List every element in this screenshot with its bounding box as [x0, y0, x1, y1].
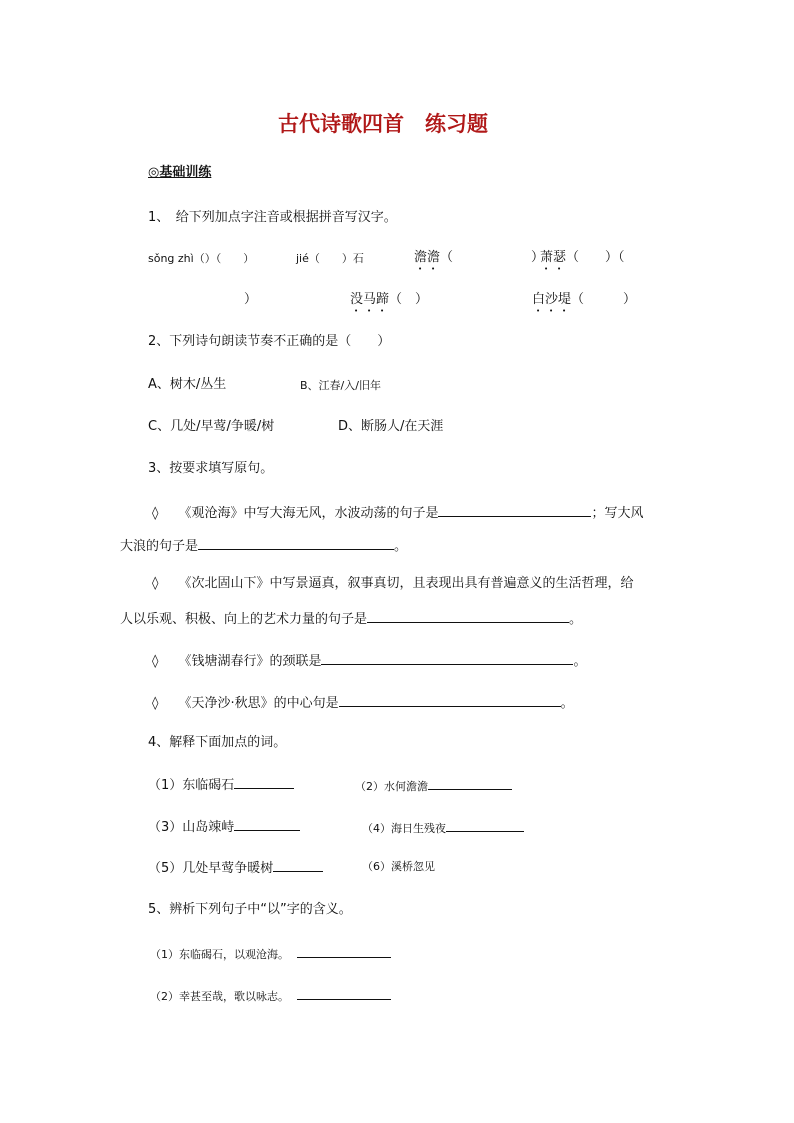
- q4-item-2-text: （2）水何澹澹: [355, 780, 428, 793]
- q1-item-xiaose: [540, 249, 625, 273]
- answer-blank[interactable]: [321, 650, 573, 665]
- q3-item-1-text-1: 《观沧海》中写大海无风，水波动荡的句子是: [178, 506, 439, 521]
- answer-blank[interactable]: [339, 692, 561, 707]
- q1-item-pinyin-jie: jié（ ）石: [296, 252, 364, 265]
- q3-item-3-text: 《钱塘湖春行》的颈联是: [178, 654, 322, 669]
- q3-item-2-end: 。: [569, 612, 583, 627]
- q5-item-1: [150, 943, 391, 964]
- answer-blank[interactable]: [234, 816, 300, 831]
- q3-item-1-line-2: [120, 535, 407, 556]
- q3-item-2-line-1: [152, 575, 633, 593]
- answer-blank[interactable]: [438, 502, 591, 517]
- question-1-prompt: 1、 给下列加点字注音或根据拼音写汉字。: [148, 210, 397, 225]
- q4-item-1: [148, 774, 294, 795]
- q4-item-6-text: （6）溪桥忽见: [362, 860, 435, 873]
- q3-item-4-marker: ◊: [152, 696, 159, 711]
- q4-item-4-text: （4）海日生残夜: [362, 822, 446, 835]
- q3-item-4-text: 《天净沙·秋思》的中心句是: [178, 696, 339, 711]
- q4-item-5: [148, 857, 323, 878]
- q3-item-4: [152, 692, 574, 713]
- q3-item-2-line-2: [120, 608, 582, 629]
- q1-item-dandan: [414, 249, 544, 273]
- q1-word-xiaose: 萧瑟: [540, 250, 567, 265]
- q3-item-4-end: 。: [560, 696, 574, 711]
- page-title: 古代诗歌四首 练习题: [278, 111, 488, 136]
- question-5-prompt: 5、辨析下列句子中“以”字的含义。: [148, 902, 352, 917]
- q1-paren-baishadi: （ ）: [571, 292, 637, 307]
- answer-blank[interactable]: [297, 985, 391, 1000]
- answer-blank[interactable]: [198, 535, 394, 550]
- q3-item-1-marker: ◊: [152, 506, 159, 521]
- q3-item-1-text-3: 大浪的句子是: [120, 539, 199, 554]
- q5-item-1-text: （1）东临碣石，以观沧海。: [150, 948, 289, 961]
- q2-option-c: C、几处/早莺/争暖/树: [148, 419, 275, 434]
- q1-item-pinyin-songzhi: sǒng zhì（）（ ）: [148, 252, 255, 265]
- question-3-prompt: 3、按要求填写原句。: [148, 461, 274, 476]
- q3-item-3: [152, 650, 586, 671]
- q4-item-3: [148, 816, 300, 837]
- q3-item-1-text-2: ；写大风: [591, 506, 644, 521]
- q3-item-3-end: 。: [573, 654, 587, 669]
- q5-item-2-text: （2）幸甚至哉，歌以咏志。: [150, 990, 289, 1003]
- q4-item-3-text: （3）山岛竦峙: [148, 820, 235, 835]
- answer-blank[interactable]: [297, 943, 391, 958]
- q1-item-meimati: [350, 291, 428, 315]
- q4-item-2: [355, 775, 512, 796]
- q3-item-1-line-1: [152, 502, 643, 523]
- q3-item-1-end: 。: [394, 539, 408, 554]
- q2-option-d: D、断肠人/在天涯: [338, 419, 444, 434]
- section-heading: ◎基础训练: [148, 165, 212, 180]
- q3-item-2-text-1: 《次北固山下》中写景逼真，叙事真切，且表现出具有普遍意义的生活哲理，给: [178, 576, 634, 591]
- answer-blank[interactable]: [428, 775, 512, 790]
- q1-paren-xiaose: （ ）（: [566, 250, 625, 265]
- q2-option-a: A、树木/丛生: [148, 377, 227, 392]
- answer-blank[interactable]: [273, 857, 323, 872]
- q1-paren-dandan: （ ）: [440, 250, 545, 265]
- q1-word-dandan: 澹澹: [414, 250, 441, 265]
- q1-word-baishadi: 白沙堤: [532, 292, 572, 307]
- answer-blank[interactable]: [446, 817, 524, 832]
- q1-item-baishadi: [532, 291, 636, 315]
- q3-item-2-text-2: 人以乐观、积极、向上的艺术力量的句子是: [120, 612, 368, 627]
- answer-blank[interactable]: [367, 608, 569, 623]
- q2-option-b: B、江春/入/旧年: [300, 379, 381, 392]
- q1-word-meimati: 没马蹄: [350, 292, 390, 307]
- q4-item-5-text: （5）几处早莺争暖树: [148, 861, 274, 876]
- q1-row2-close-paren: ）: [244, 292, 258, 307]
- q4-item-4: [362, 817, 524, 838]
- q1-paren-meimati: （ ）: [389, 292, 429, 307]
- q4-item-1-text: （1）东临碣石: [148, 778, 235, 793]
- q3-item-3-marker: ◊: [152, 654, 159, 669]
- q3-item-2-marker: ◊: [152, 576, 159, 591]
- q5-item-2: [150, 985, 391, 1006]
- answer-blank[interactable]: [234, 774, 294, 789]
- question-4-prompt: 4、解释下面加点的词。: [148, 735, 287, 750]
- question-2-prompt: 2、下列诗句朗读节奏不正确的是（ ）: [148, 334, 391, 349]
